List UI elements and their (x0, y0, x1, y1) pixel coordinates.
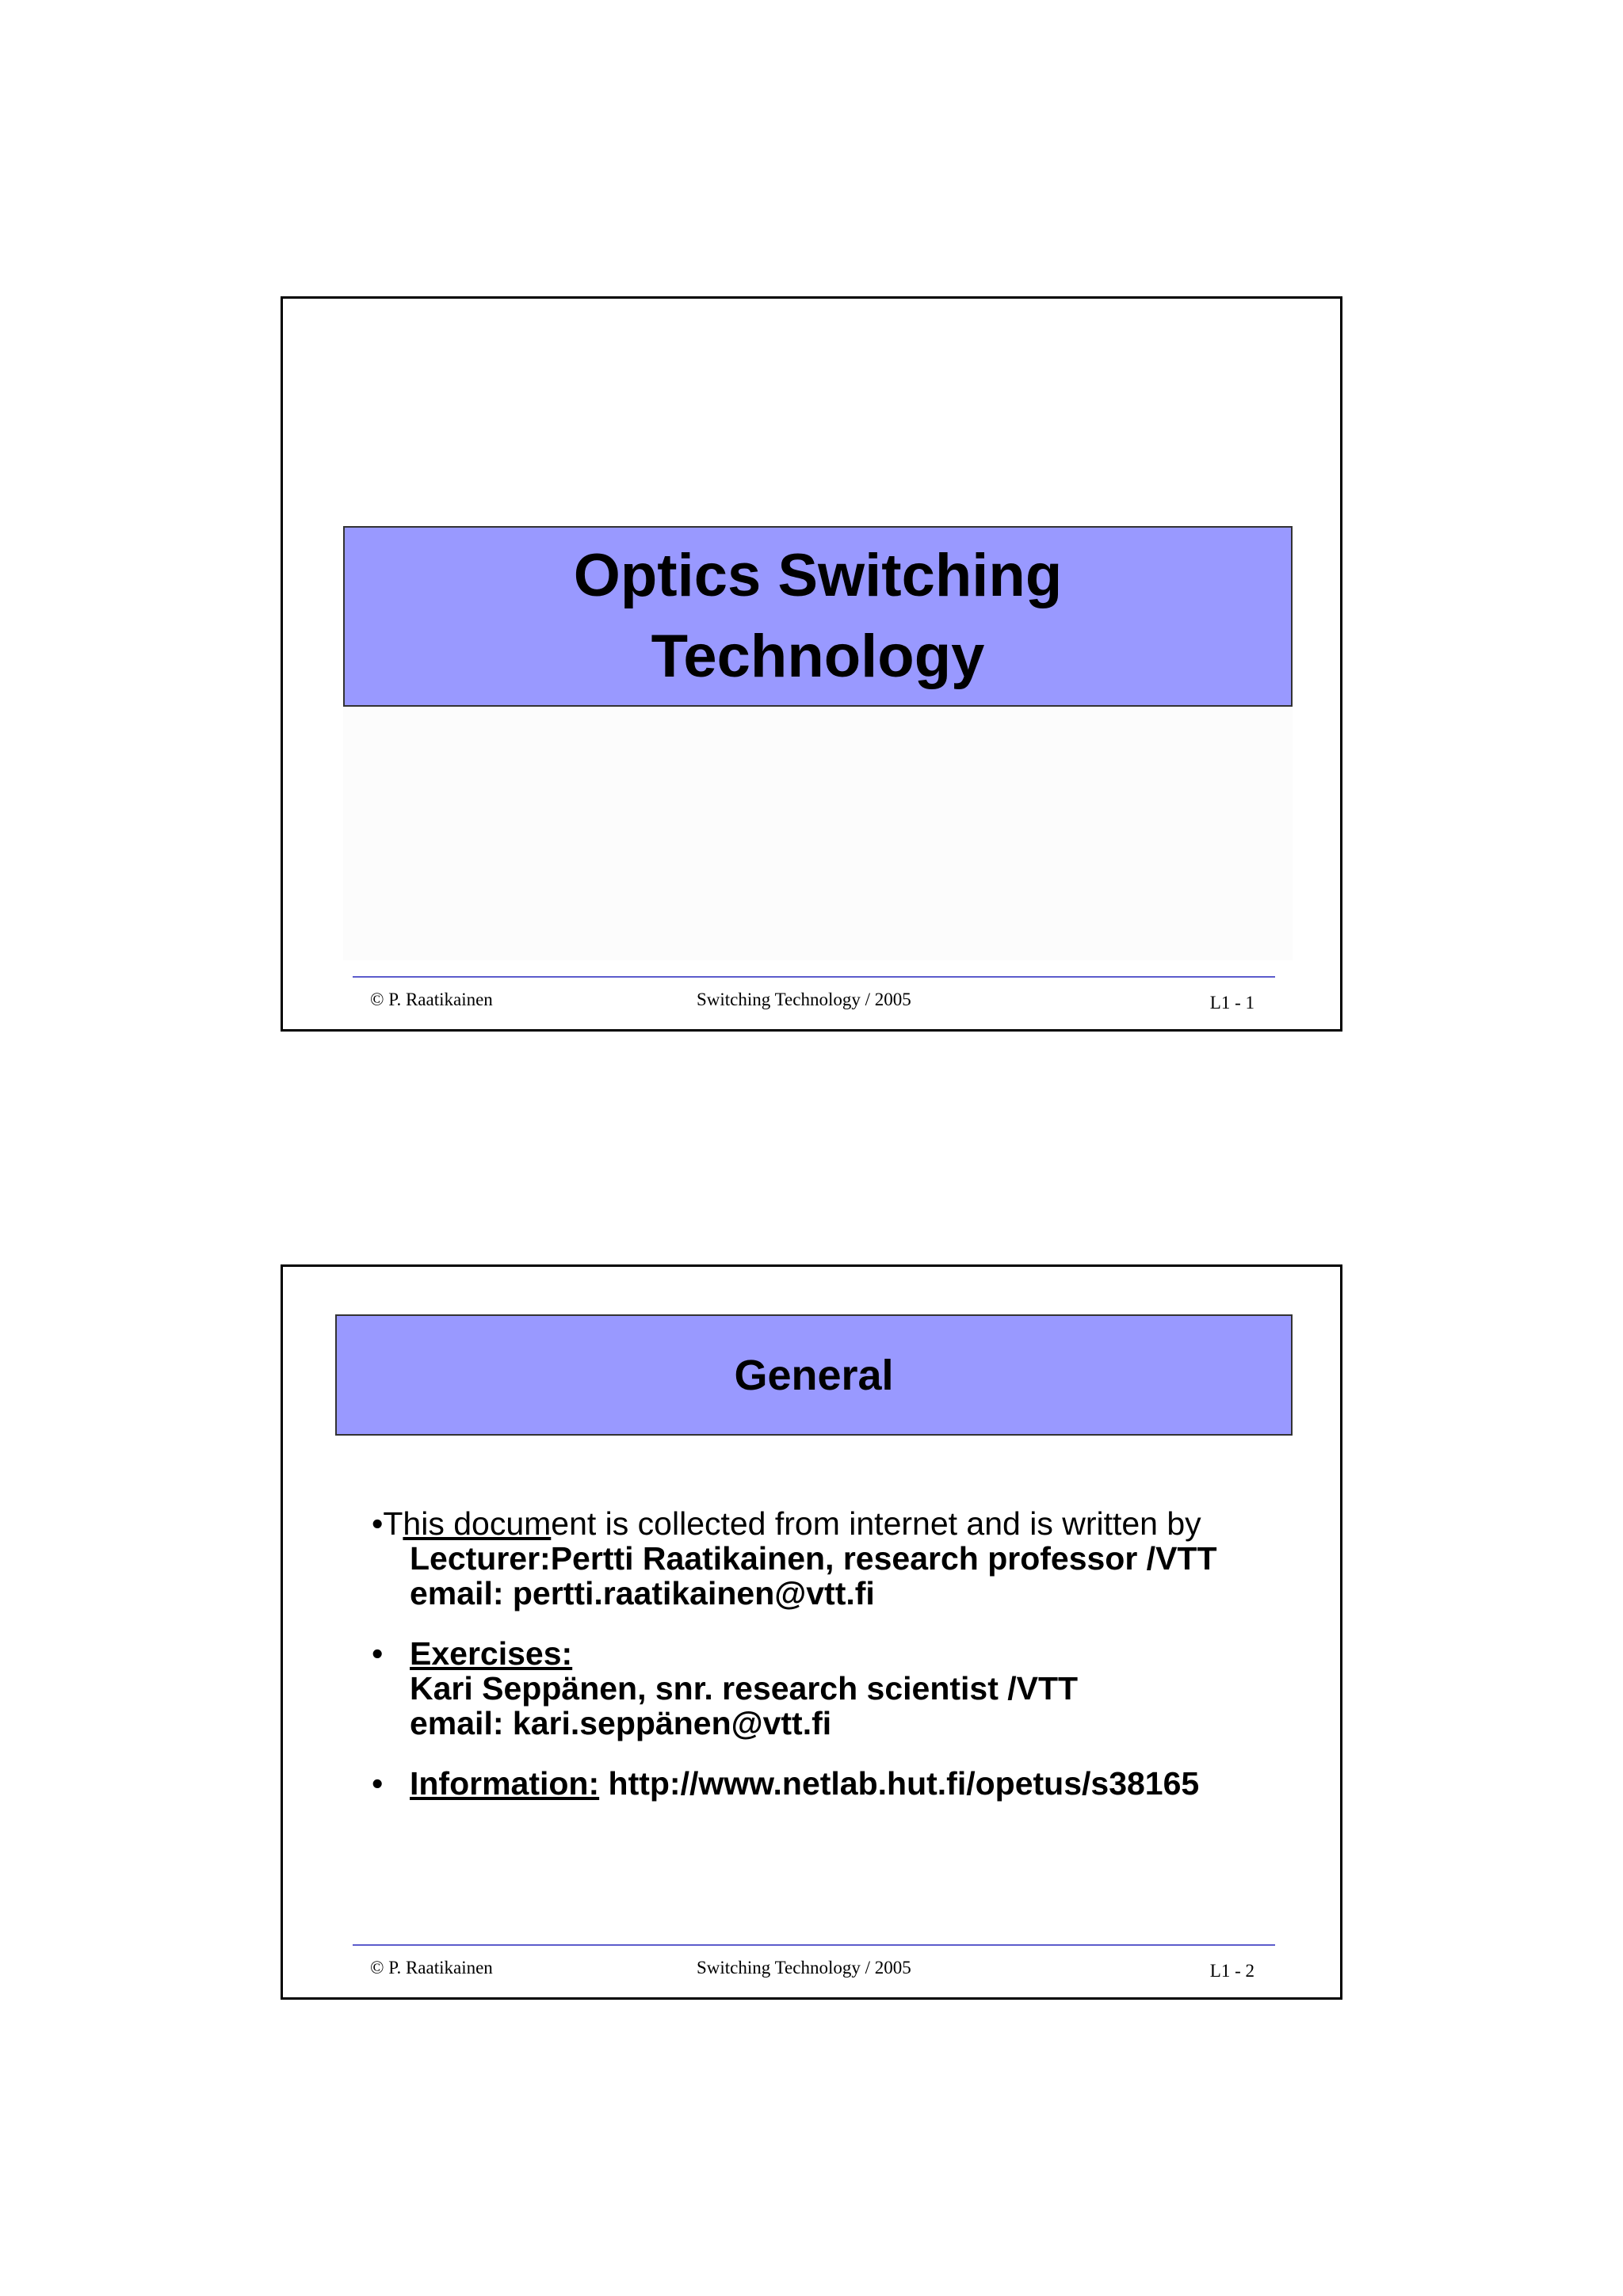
lecturer-line: Lecturer:Pertti Raatikainen, research professor /VTT (410, 1540, 1217, 1577)
lecturer-email: email: pertti.raatikainen@vtt.fi (410, 1575, 875, 1611)
slide-title-box (343, 526, 1293, 707)
exercises-heading-line (372, 1636, 1291, 1671)
footer-course: Switching Technology / 2005 (697, 1958, 911, 1978)
footer-author: © P. Raatikainen (370, 1958, 493, 1978)
footer-author: © P. Raatikainen (370, 990, 493, 1009)
bullet-list (372, 1506, 1291, 1826)
slide-title (574, 536, 1063, 697)
bullet-icon: • (372, 1765, 384, 1802)
footer-page-number: L1 - 2 (1209, 1961, 1254, 1981)
bullet-icon: • (372, 1635, 384, 1672)
list-item-intro (372, 1506, 1291, 1611)
information-label: Information: (410, 1765, 600, 1802)
footer-course: Switching Technology / 2005 (697, 990, 911, 1009)
slide-2 (281, 1264, 1342, 2000)
slide-title: General (734, 1351, 894, 1399)
bullet-icon: • (372, 1505, 384, 1542)
information-url[interactable]: http://www.netlab.hut.fi/opetus/s38165 (599, 1765, 1200, 1802)
slide-background-shade (343, 707, 1293, 960)
exercises-label: Exercises: (410, 1635, 573, 1672)
list-item-exercises (372, 1636, 1291, 1741)
intro-text-end: ent is collected from internet and is written by (551, 1505, 1201, 1542)
footer-divider (353, 1944, 1275, 1946)
slide-1 (281, 296, 1342, 1032)
exercises-email: email: kari.seppänen@vtt.fi (410, 1705, 832, 1741)
intro-text-underlined: his docum (403, 1505, 552, 1542)
footer-divider (353, 976, 1275, 978)
list-item-information (372, 1766, 1291, 1801)
slide-title-line-1: Optics Switching (573, 542, 1063, 609)
slide-title-box (335, 1314, 1293, 1436)
intro-line (372, 1506, 1291, 1541)
intro-text-start: T (383, 1505, 403, 1542)
exercises-person: Kari Seppänen, snr. research scientist /VTT (410, 1670, 1079, 1707)
footer-page-number: L1 - 1 (1209, 993, 1254, 1013)
information-line (372, 1766, 1291, 1801)
slide-title-line-2: Technology (651, 623, 985, 690)
